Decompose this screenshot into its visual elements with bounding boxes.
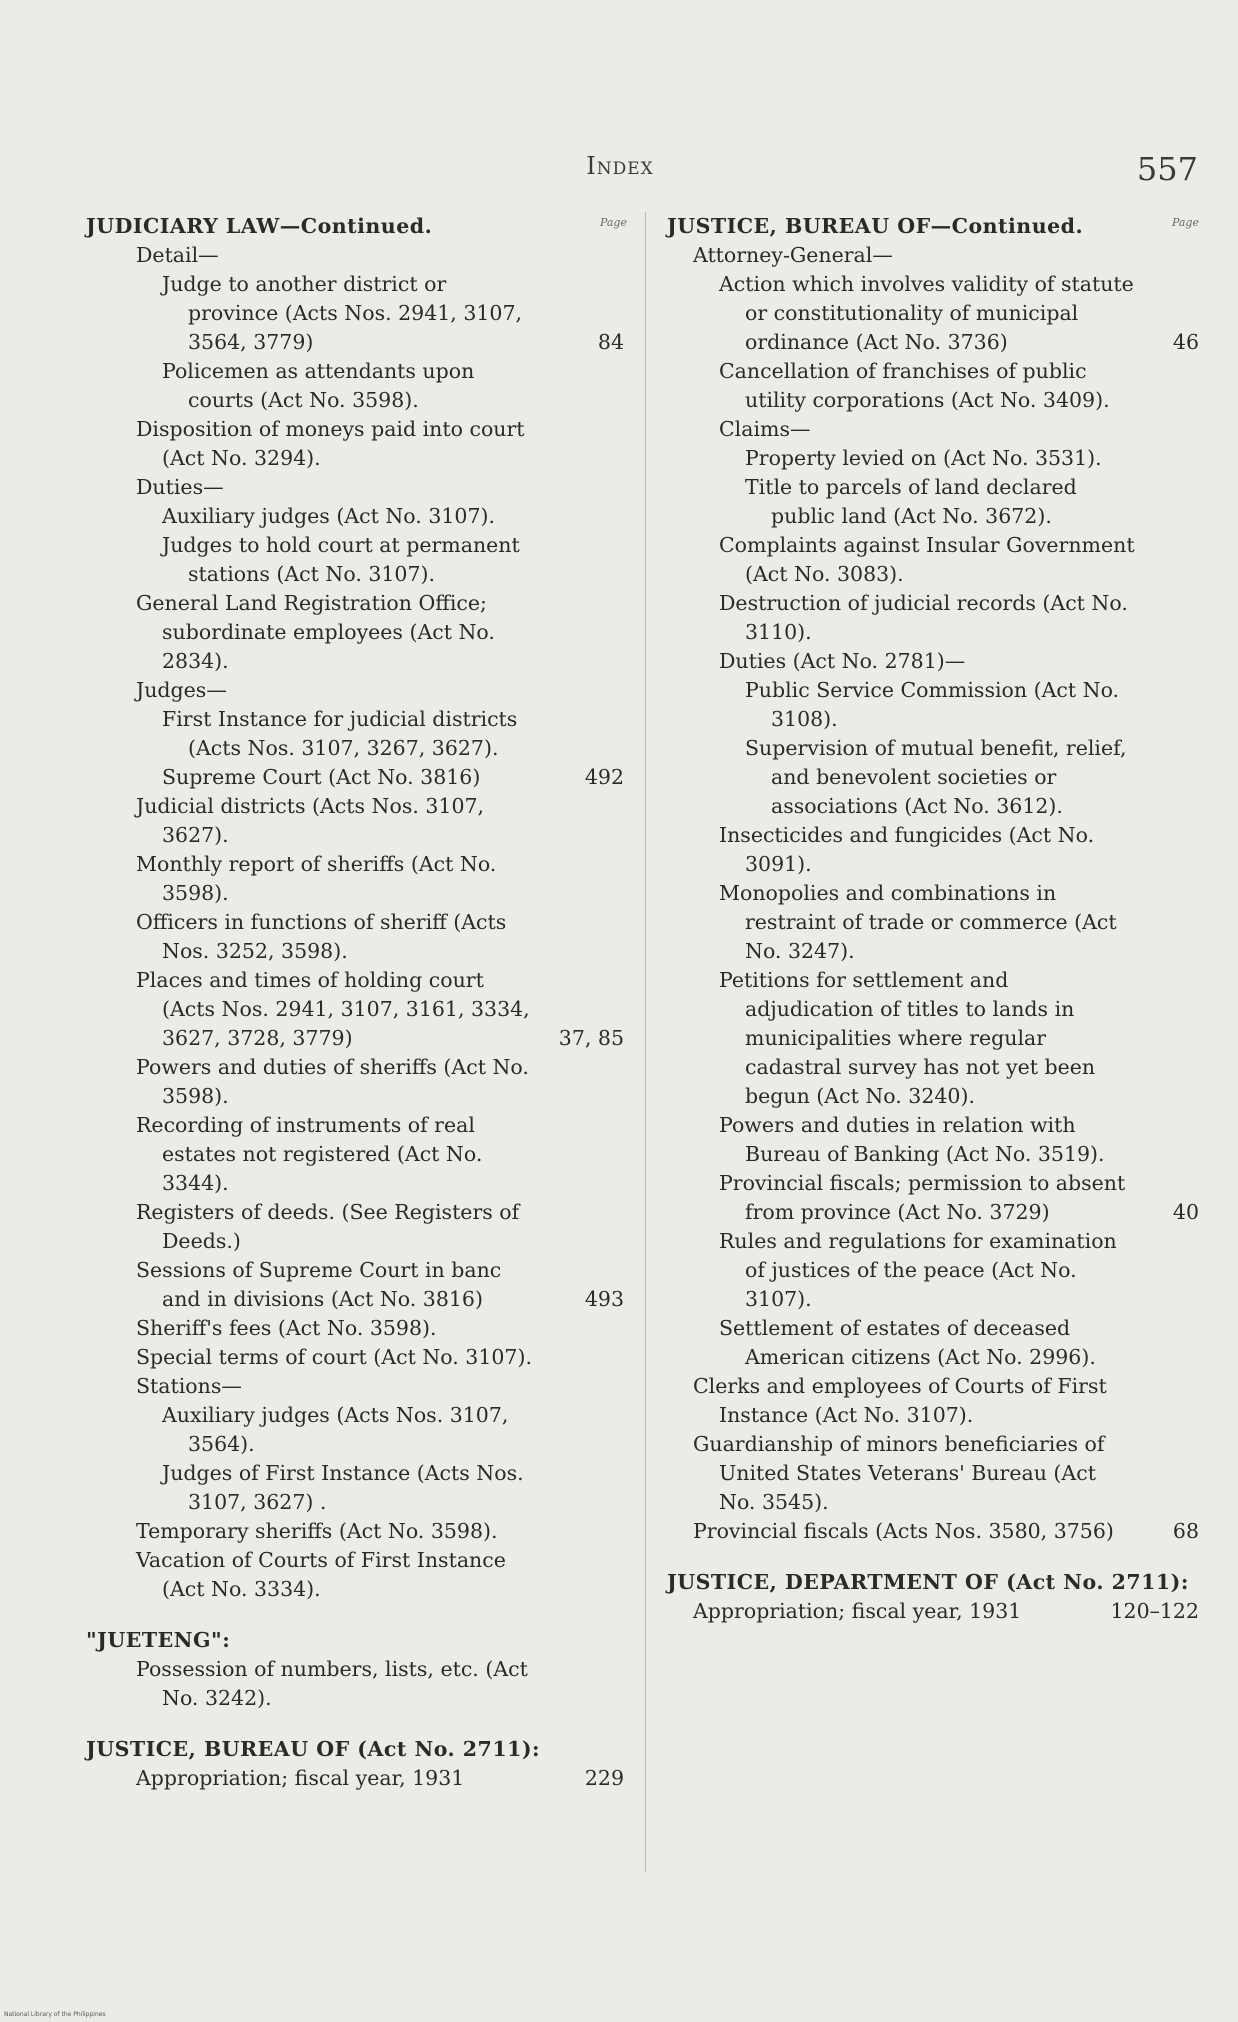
index-entry (86, 1764, 624, 1793)
index-entry-text: Complaints against Insular Government (Act No. 3083). (719, 533, 1135, 586)
index-entry-text: Registers of deeds. (See Registers of Deeds.) (136, 1200, 520, 1253)
index-entry-text: Disposition of moneys paid into court (Act No. 3294). (136, 417, 525, 470)
index-entry-text: Public Service Commission (Act No. 3108). (745, 678, 1120, 731)
index-entry (667, 966, 1199, 1111)
index-entry-page: 40 (1167, 1198, 1199, 1227)
index-entry (86, 1343, 624, 1372)
index-entry (86, 1256, 624, 1314)
index-entry (86, 531, 624, 589)
index-entry (86, 502, 624, 531)
index-heading (86, 1626, 624, 1655)
index-entry-text: Auxiliary judges (Act No. 3107). (162, 504, 496, 528)
index-entry (667, 444, 1199, 473)
index-entry (667, 357, 1199, 415)
section-gap (86, 1713, 624, 1735)
index-entry-text: Temporary sheriffs (Act No. 3598). (136, 1519, 498, 1543)
index-entry (86, 1372, 624, 1401)
right-column (667, 212, 1199, 1882)
index-entry-text: Settlement of estates of deceased American citizens (Act No. 2996). (719, 1316, 1096, 1369)
index-entry-text: Places and times of holding court (Acts Nos. 2941, 3107, 3161, 3334, 3627, 3728, 3779) (136, 968, 530, 1050)
index-entry-text: Judge to another district or province (Acts Nos. 2941, 3107, 3564, 3779) (162, 272, 523, 354)
index-entry-text: Powers and duties of sheriffs (Act No. 3598). (136, 1055, 529, 1108)
index-entry (667, 1227, 1199, 1314)
index-entry-text: Auxiliary judges (Acts Nos. 3107, 3564). (162, 1403, 509, 1456)
index-entry (667, 1517, 1199, 1546)
index-entry-text: Policemen as attendants upon courts (Act No. 3598). (162, 359, 475, 412)
index-entry-text: General Land Registration Office; subordinate employees (Act No. 2834). (136, 591, 495, 673)
index-entry (667, 270, 1199, 357)
index-entry-text: Possession of numbers, lists, etc. (Act No. 3242). (136, 1657, 528, 1710)
page-column-label: Page (599, 216, 627, 229)
index-entry-text: Judges of First Instance (Acts Nos. 3107, 3627) . (162, 1461, 524, 1514)
index-entry (667, 473, 1199, 531)
column-divider (645, 212, 646, 1872)
index-entry (86, 966, 624, 1053)
index-entry-page: 229 (579, 1764, 624, 1793)
index-entry-text: Judges to hold court at permanent stations (Act No. 3107). (162, 533, 520, 586)
index-heading-text: JUSTICE, DEPARTMENT OF (Act No. 2711): (667, 1570, 1189, 1594)
index-entry-page: 120–122 (1104, 1597, 1199, 1626)
index-heading-text: JUSTICE, BUREAU OF (Act No. 2711): (86, 1737, 541, 1761)
index-entry-page: 84 (592, 328, 624, 357)
index-entry-text: Powers and duties in relation with Bureau of Banking (Act No. 3519). (719, 1113, 1105, 1166)
index-entry (667, 531, 1199, 589)
index-entry-text: Supervision of mutual benefit, relief, and benevolent societies or associations (Act No. 3612). (745, 736, 1127, 818)
index-entry (86, 357, 624, 415)
page-column-label: Page (1171, 216, 1199, 229)
index-entry (667, 1597, 1199, 1626)
index-entry-text: Duties— (136, 475, 224, 499)
index-heading-text: JUSTICE, BUREAU OF—Continued. (667, 214, 1084, 238)
index-entry-text: Destruction of judicial records (Act No. 3110). (719, 591, 1128, 644)
index-entry-text: Supreme Court (Act No. 3816) (162, 765, 481, 789)
index-entry (667, 1372, 1199, 1430)
index-entry (86, 1053, 624, 1111)
index-heading-text: JUDICIARY LAW—Continued. (86, 214, 433, 238)
index-entry (86, 473, 624, 502)
index-entry-text: First Instance for judicial districts (Acts Nos. 3107, 3267, 3627). (162, 707, 518, 760)
section-gap (86, 1604, 624, 1626)
index-entry-text: Judges— (136, 678, 227, 702)
index-entry (86, 415, 624, 473)
index-entry (667, 415, 1199, 444)
index-entry-text: Insecticides and fungicides (Act No. 3091). (719, 823, 1095, 876)
index-entry-text: Title to parcels of land declared public land (Act No. 3672). (745, 475, 1077, 528)
index-entry-text: Appropriation; fiscal year, 1931 (136, 1766, 465, 1790)
index-entry-page: 46 (1167, 328, 1199, 357)
index-entry-text: Claims— (719, 417, 811, 441)
index-entry (667, 1111, 1199, 1169)
index-entry (667, 241, 1199, 270)
index-entry-text: Clerks and employees of Courts of First Instance (Act No. 3107). (693, 1374, 1107, 1427)
index-entry (86, 908, 624, 966)
index-entry (86, 589, 624, 676)
index-entry-text: Sheriff's fees (Act No. 3598). (136, 1316, 437, 1340)
index-entry-text: Sessions of Supreme Court in banc and in divisions (Act No. 3816) (136, 1258, 502, 1311)
index-entry (86, 1655, 624, 1713)
index-entry (667, 821, 1199, 879)
index-entry-text: Judicial districts (Acts Nos. 3107, 3627). (136, 794, 485, 847)
index-entry-text: Appropriation; fiscal year, 1931 (693, 1599, 1022, 1623)
index-entry (86, 763, 624, 792)
index-entry-text: Rules and regulations for examination of justices of the peace (Act No. 3107). (719, 1229, 1117, 1311)
index-entry (667, 647, 1199, 676)
index-entry-text: Duties (Act No. 2781)— (719, 649, 966, 673)
index-entry-text: Monthly report of sheriffs (Act No. 3598). (136, 852, 497, 905)
index-entry-page: 37, 85 (553, 1024, 624, 1053)
index-entry-text: Guardianship of minors beneficiaries of United States Veterans' Bureau (Act No. 3545). (693, 1432, 1105, 1514)
index-entry (86, 1314, 624, 1343)
index-entry (667, 879, 1199, 966)
index-entry (86, 1517, 624, 1546)
index-entry-text: Attorney-General— (693, 243, 893, 267)
index-entry (86, 1198, 624, 1256)
index-entry (667, 676, 1199, 734)
index-entry-page: 492 (579, 763, 624, 792)
index-entry-text: Officers in functions of sheriff (Acts Nos. 3252, 3598). (136, 910, 507, 963)
index-entry (667, 589, 1199, 647)
index-entry (86, 676, 624, 705)
index-entry-text: Provincial fiscals (Acts Nos. 3580, 3756) (693, 1519, 1114, 1543)
footer-note: National Library of the Philippines (4, 2011, 106, 2018)
index-heading (86, 212, 624, 241)
index-entry-text: Monopolies and combinations in restraint of trade or commerce (Act No. 3247). (719, 881, 1117, 963)
index-entry-text: Action which involves validity of statute or constitutionality of municipal ordinance (Act No. 3736) (719, 272, 1134, 354)
index-entry (86, 1111, 624, 1198)
index-entry (86, 1546, 624, 1604)
section-gap (667, 1546, 1199, 1568)
index-entry-text: Special terms of court (Act No. 3107). (136, 1345, 532, 1369)
index-entry (86, 850, 624, 908)
index-entry (86, 1401, 624, 1459)
index-heading (86, 1735, 624, 1764)
index-entry-text: Detail— (136, 243, 219, 267)
index-entry-text: Provincial fiscals; permission to absent from province (Act No. 3729) (719, 1171, 1126, 1224)
index-entry (86, 792, 624, 850)
index-heading (667, 212, 1199, 241)
index-entry (86, 241, 624, 270)
index-entry-page: 68 (1167, 1517, 1199, 1546)
index-heading-text: "JUETENG": (86, 1628, 231, 1652)
index-heading (667, 1568, 1199, 1597)
running-title: Index (586, 152, 654, 180)
index-entry (86, 270, 624, 357)
index-entry-page: 493 (579, 1285, 624, 1314)
left-column (86, 212, 627, 1882)
index-entry (86, 1459, 624, 1517)
index-entry-text: Stations— (136, 1374, 242, 1398)
index-entry-text: Property levied on (Act No. 3531). (745, 446, 1102, 470)
index-entry-text: Petitions for settlement and adjudication of titles to lands in municipalities where regular cadastral survey has not yet been begun (Act No. 3240). (719, 968, 1096, 1108)
index-entry-text: Vacation of Courts of First Instance (Act No. 3334). (136, 1548, 506, 1601)
index-entry (667, 734, 1199, 821)
index-entry (667, 1314, 1199, 1372)
index-entry (667, 1169, 1199, 1227)
page-number: 557 (1136, 150, 1198, 188)
index-entry-text: Recording of instruments of real estates not registered (Act No. 3344). (136, 1113, 483, 1195)
index-entry (667, 1430, 1199, 1517)
index-entry-text: Cancellation of franchises of public utility corporations (Act No. 3409). (719, 359, 1110, 412)
index-entry (86, 705, 624, 763)
running-head (0, 150, 1238, 190)
